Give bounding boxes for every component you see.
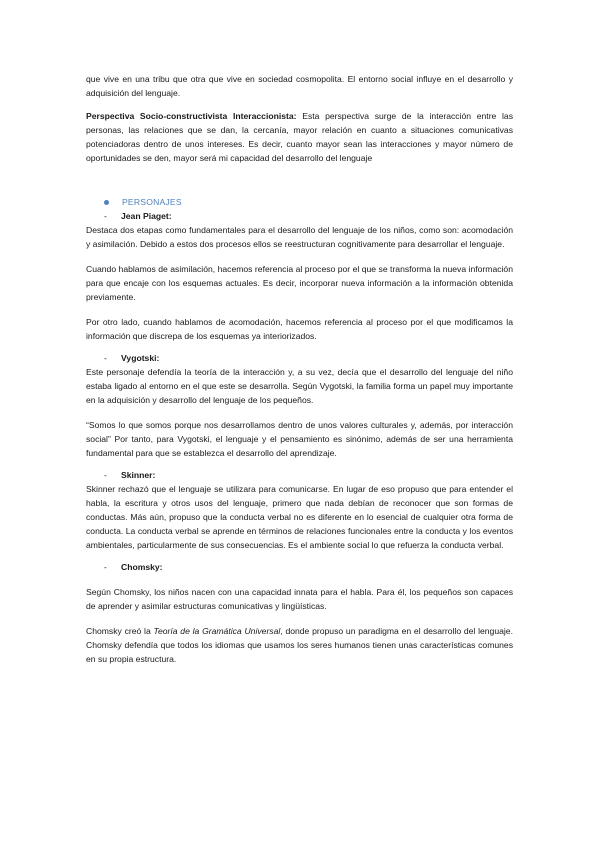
socio-constructivist-title: Perspectiva Socio-constructivista Interaccionista: (86, 111, 297, 121)
section-bullet (86, 195, 513, 209)
piaget-paragraph-2: Cuando hablamos de asimilación, hacemos referencia al proceso por el que se transforma la nueva información para que encaje con los esquemas actuales. Es decir, incorporar nueva información a la información obtenida previamente. (86, 264, 513, 302)
bullet-icon (104, 200, 109, 205)
dash-marker: - (104, 562, 107, 572)
section-heading: PERSONAJES (122, 197, 182, 207)
dash-marker: - (104, 470, 107, 480)
dash-marker: - (104, 353, 107, 363)
piaget-heading (86, 209, 513, 223)
vygotski-paragraph-2: “Somos lo que somos porque nos desarrollamos dentro de unos valores culturales y, además, por interacción social” Por tanto, para Vygotski, el lenguaje y el pensamiento es sinónimo, además de ser una herramienta fundamental para que se establezca el desarrollo del aprendizaje. (86, 420, 513, 458)
vygotski-paragraph-1: Este personaje defendía la teoría de la interacción y, a su vez, decía que el desarrollo del lenguaje del niño estaba ligado al entorno en el que este se desarrolla. Según Vygotski, la familia forma un papel muy importante en la adquisición y desarrollo del lenguaje de los pequeños. (86, 367, 513, 405)
socio-constructivist-paragraph (86, 109, 513, 165)
socio-constructivist-text: Esta perspectiva surge de la interacción entre las personas, las relaciones que se dan, la cercanía, mayor relación en cuanto a situaciones comunicativas potenciadoras dentro de unos intereses. Es decir, cuanto mayor sean las interacciones y mayor número de oportunidades se den, mayor será mi capacidad del desarrollo del lenguaje (86, 111, 514, 163)
chomsky-name: Chomsky: (121, 562, 163, 572)
intro-paragraph: que vive en una tribu que otra que vive en sociedad cosmopolita. El entorno social influye en el desarrollo y adquisición del lenguaje. (86, 74, 513, 98)
piaget-name: Jean Piaget: (121, 211, 172, 221)
chomsky-heading (86, 560, 513, 574)
dash-marker: - (104, 211, 107, 221)
skinner-name: Skinner: (121, 470, 156, 480)
chomsky-text-after: , donde propuso un paradigma en el desarrollo del lenguaje. Chomsky defendía que todos los idiomas que usamos los seres humanos tienen unas características comunes en su propia estructura. (86, 626, 513, 664)
chomsky-text-before: Chomsky creó la (86, 626, 154, 636)
chomsky-paragraph-2 (86, 624, 513, 666)
piaget-paragraph-1: Destaca dos etapas como fundamentales para el desarrollo del lenguaje de los niños, como son: acomodación y asimilación. Debido a estos dos procesos ellos se reestructuran cognitivamente para desarrollar el lenguaje. (86, 225, 513, 249)
vygotski-heading (86, 351, 513, 365)
piaget-paragraph-3: Por otro lado, cuando hablamos de acomodación, hacemos referencia al proceso por el que modificamos la información que discrepa de los esquemas ya interiorizados. (86, 317, 513, 341)
universal-grammar-title: Teoría de la Gramática Universal (153, 626, 281, 636)
skinner-heading (86, 468, 513, 482)
chomsky-paragraph-1: Según Chomsky, los niños nacen con una capacidad innata para el habla. Para él, los pequeños son capaces de aprender y asimilar estructuras comunicativas y lingüísticas. (86, 587, 513, 611)
vygotski-name: Vygotski: (121, 353, 160, 363)
skinner-paragraph-1: Skinner rechazó que el lenguaje se utilizara para comunicarse. En lugar de eso propuso que para entender el habla, la escritura y otros usos del lenguaje, primero que nada debían de reconocer que son formas de conductas. Más aún, propuso que la conducta verbal no es diferente en lo esencial de cualquier otra forma de conducta. La conducta verbal se aprende en términos de relaciones funcionales entre la conducta y los eventos ambientales, particularmente de sus consecuencias. Es el ambiente social lo que refuerza la conducta verbal. (86, 484, 513, 550)
